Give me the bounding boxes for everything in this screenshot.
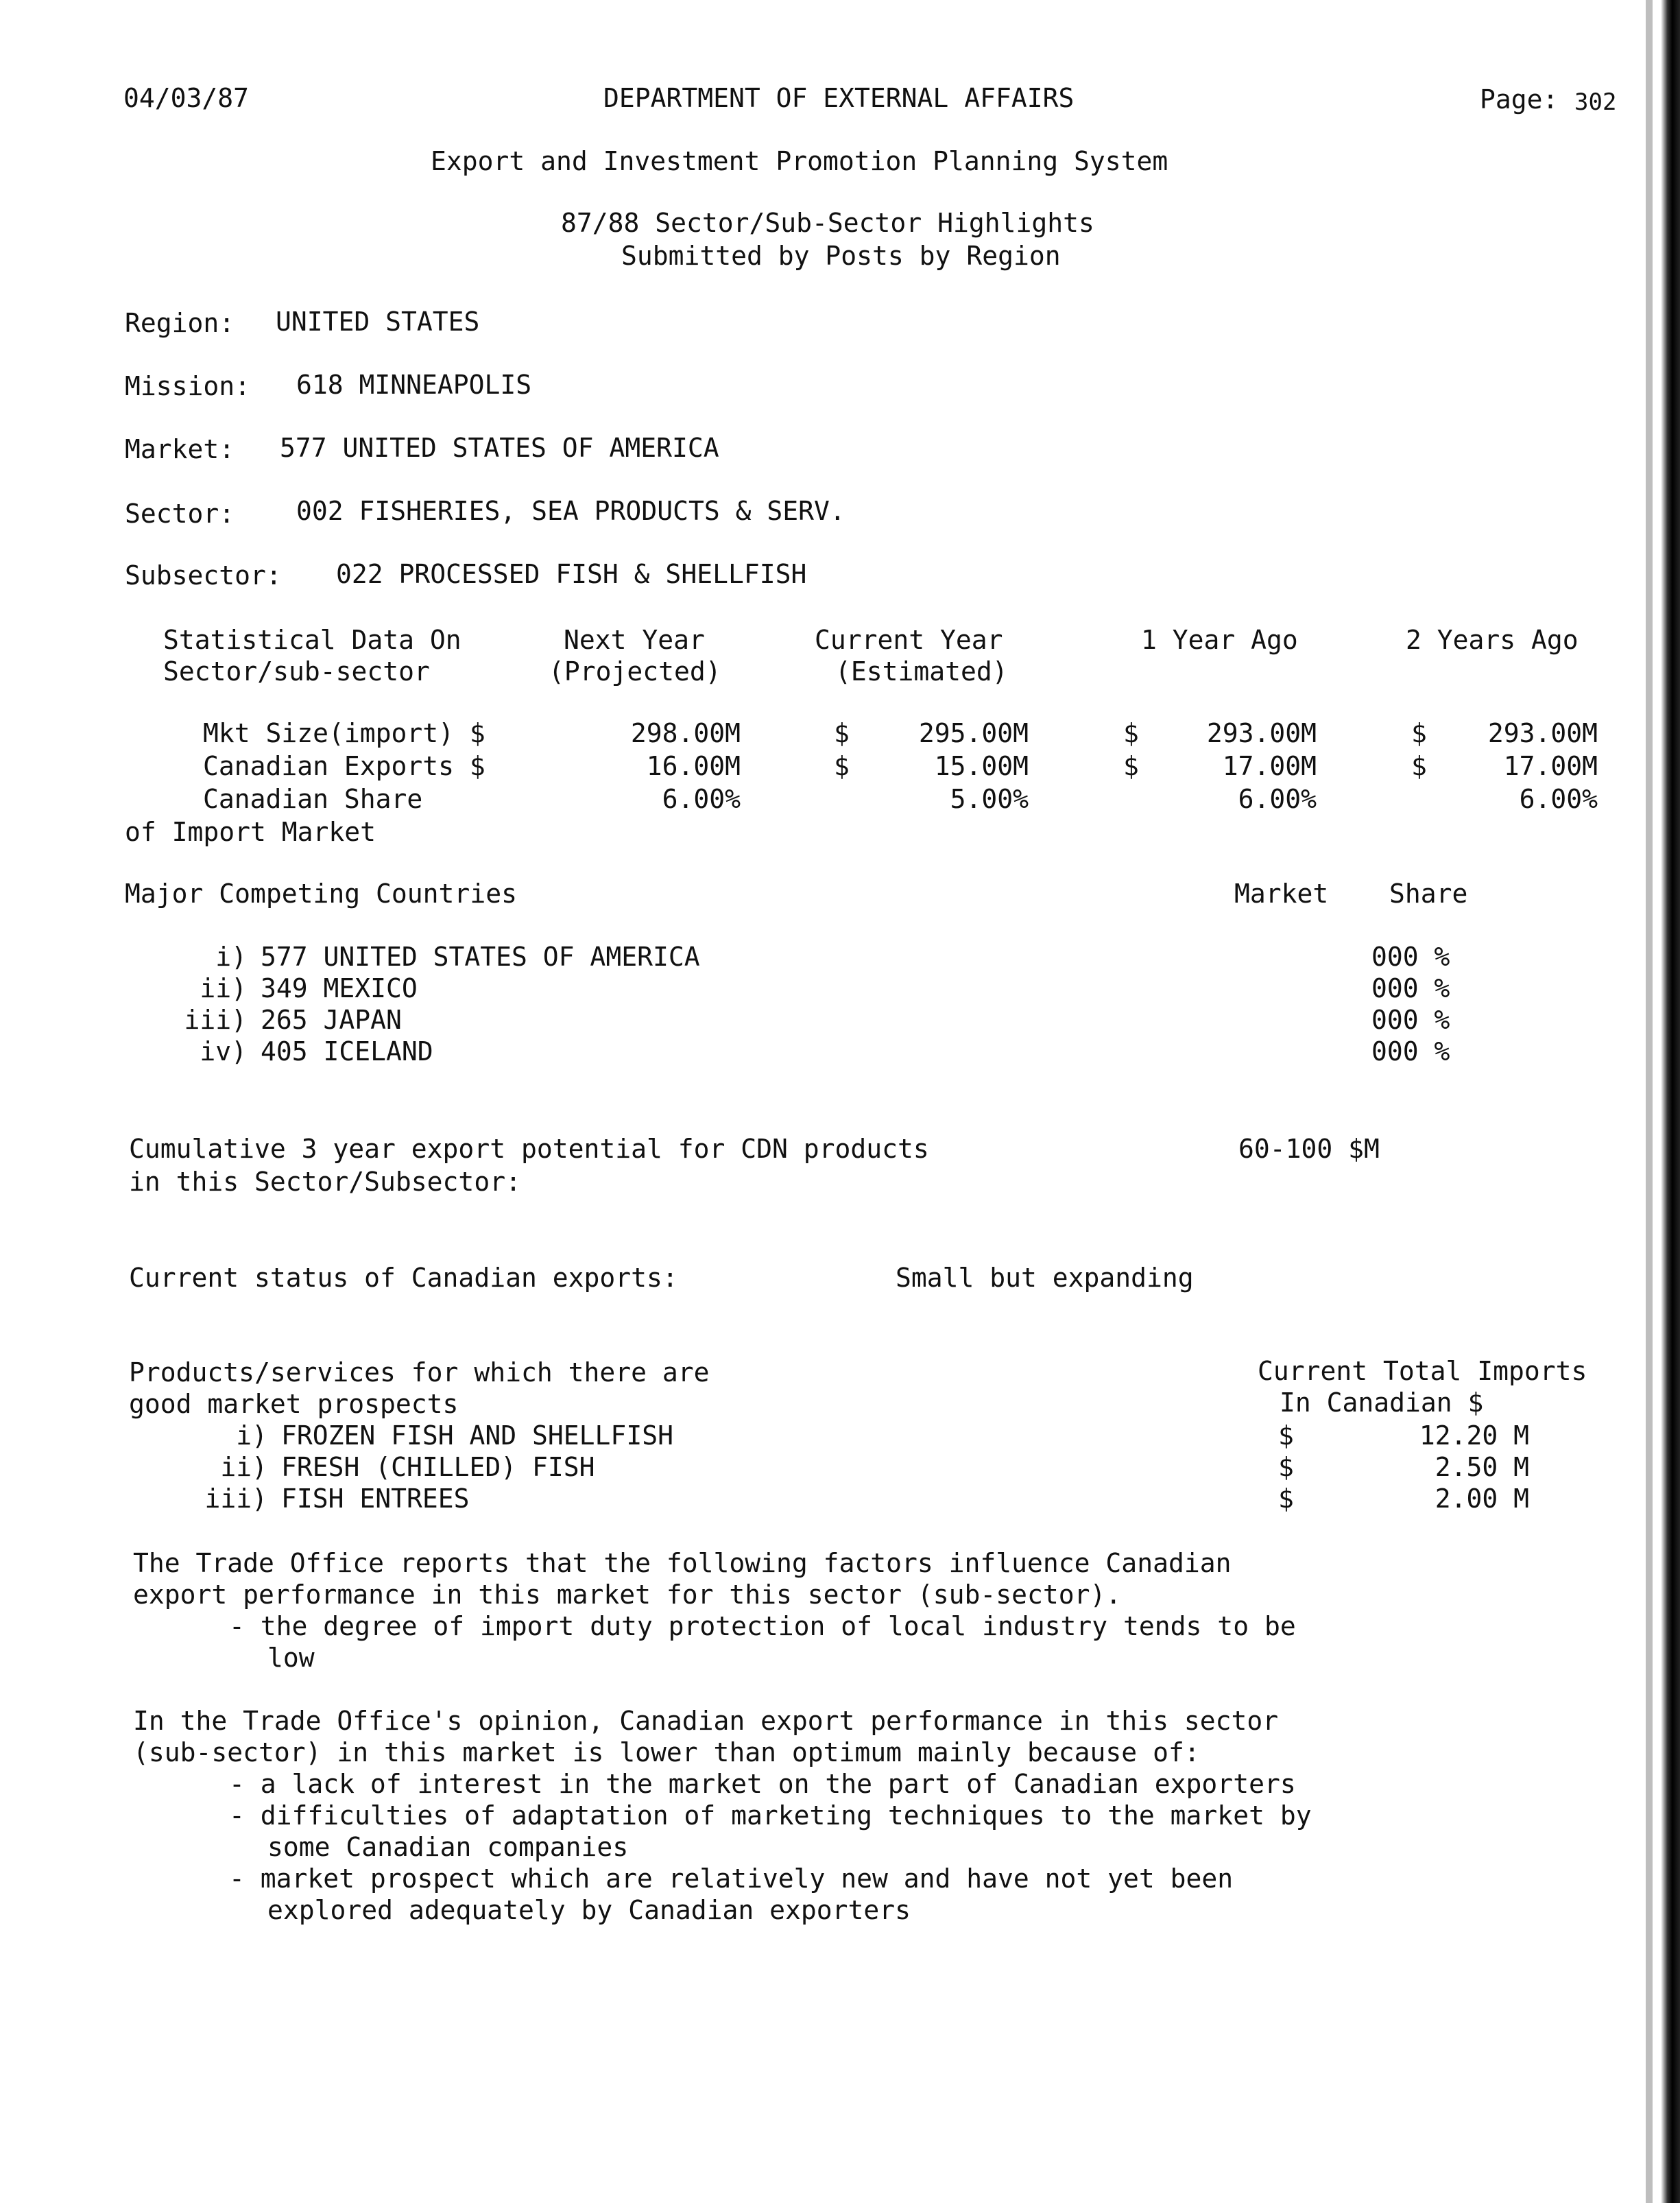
product-value: 2.50 M (1435, 1452, 1529, 1482)
row-exports-ago1: 17.00M (1222, 751, 1317, 781)
department-name: DEPARTMENT OF EXTERNAL AFFAIRS (603, 83, 1075, 113)
product-name: FISH ENTREES (281, 1484, 470, 1514)
row-mkt-size-ago2-currency: $ (1411, 718, 1427, 748)
row-share-current: 5.00% (950, 784, 1029, 814)
mission-label: Mission: (125, 371, 251, 401)
region-value: UNITED STATES (276, 307, 480, 337)
sector-label: Sector: (125, 499, 235, 529)
opinion-bullet-2: - difficulties of adaptation of marketing techniques to the market by (229, 1800, 1312, 1831)
competitor-num: i) (215, 942, 247, 972)
row-exports-ago2: 17.00M (1503, 751, 1598, 781)
competitor-share: 000 % (1371, 942, 1450, 972)
col-next-year: Next Year (564, 625, 705, 655)
col-current-year-sub: (Estimated) (835, 656, 1008, 687)
potential-line-2: in this Sector/Subsector: (129, 1167, 521, 1197)
opinion-bullet-3-cont: explored adequately by Canadian exporters (267, 1895, 911, 1925)
sector-value: 002 FISHERIES, SEA PRODUCTS & SERV. (296, 496, 845, 526)
system-title: Export and Investment Promotion Planning System (431, 146, 1168, 176)
market-label: Market: (125, 434, 235, 464)
scan-edge (1661, 0, 1680, 2203)
products-col-imports: Current Total Imports (1258, 1356, 1587, 1386)
row-mkt-size-current: 295.00M (918, 718, 1029, 748)
row-mkt-size-current-currency: $ (834, 718, 850, 748)
potential-value: 60-100 $M (1238, 1134, 1380, 1164)
region-label: Region: (125, 308, 235, 338)
factors-line-1: The Trade Office reports that the following factors influence Canadian (133, 1548, 1232, 1578)
status-label: Current status of Canadian exports: (129, 1263, 678, 1293)
row-mkt-size-ago1: 293.00M (1206, 718, 1317, 748)
competitor-num: iii) (184, 1005, 247, 1035)
row-share-ago2: 6.00% (1519, 784, 1598, 814)
row-share-continuation: of Import Market (125, 817, 376, 847)
competitors-market-label: Market (1234, 879, 1329, 909)
product-name: FROZEN FISH AND SHELLFISH (281, 1420, 673, 1451)
row-share-ago1: 6.00% (1238, 784, 1317, 814)
page-label: Page: (1480, 84, 1559, 115)
products-heading-2: good market prospects (129, 1389, 459, 1419)
row-mkt-size-ago2: 293.00M (1487, 718, 1598, 748)
opinion-bullet-1: - a lack of interest in the market on the part of Canadian exporters (229, 1769, 1296, 1799)
product-value: 12.20 M (1419, 1420, 1529, 1451)
row-exports-ago1-currency: $ (1123, 751, 1139, 781)
product-currency: $ (1278, 1484, 1294, 1514)
opinion-line-2: (sub-sector) in this market is lower than optimum mainly because of: (133, 1737, 1200, 1767)
row-exports-next: 16.00M (646, 751, 741, 781)
opinion-line-1: In the Trade Office's opinion, Canadian export performance in this sector (133, 1706, 1279, 1736)
competitor-name: 405 ICELAND (261, 1036, 433, 1067)
col-current-year: Current Year (815, 625, 1003, 655)
scan-edge-shadow (1646, 0, 1653, 2203)
row-exports-current: 15.00M (934, 751, 1029, 781)
stats-heading-2: Sector/sub-sector (163, 656, 430, 687)
competitor-share: 000 % (1371, 1005, 1450, 1035)
product-num: iii) (204, 1484, 267, 1514)
competitor-num: ii) (200, 973, 247, 1003)
product-name: FRESH (CHILLED) FISH (281, 1452, 595, 1482)
opinion-bullet-2-cont: some Canadian companies (267, 1832, 629, 1862)
competitor-share: 000 % (1371, 973, 1450, 1003)
mission-value: 618 MINNEAPOLIS (296, 370, 532, 400)
opinion-bullet-3: - market prospect which are relatively new and have not yet been (229, 1863, 1234, 1894)
products-col-currency: In Canadian $ (1280, 1388, 1484, 1418)
row-share-next: 6.00% (662, 784, 741, 814)
competitor-name: 577 UNITED STATES OF AMERICA (261, 942, 700, 972)
subtitle-submitted: Submitted by Posts by Region (621, 241, 1061, 271)
market-value: 577 UNITED STATES OF AMERICA (280, 433, 719, 463)
status-value: Small but expanding (896, 1263, 1194, 1293)
products-heading-1: Products/services for which there are (129, 1357, 710, 1388)
product-currency: $ (1278, 1452, 1294, 1482)
factors-line-2: export performance in this market for this sector (sub-sector). (133, 1580, 1122, 1610)
page-number: 302 (1574, 88, 1617, 116)
subtitle-highlights: 87/88 Sector/Sub-Sector Highlights (561, 208, 1094, 238)
row-exports-ago2-currency: $ (1411, 751, 1427, 781)
stats-heading-1: Statistical Data On (163, 625, 461, 655)
row-exports-label: Canadian Exports $ (203, 751, 485, 781)
factors-bullet-1: - the degree of import duty protection of local industry tends to be (229, 1611, 1296, 1641)
competitor-name: 349 MEXICO (261, 973, 418, 1003)
col-next-year-sub: (Projected) (549, 656, 721, 687)
col-1-year-ago: 1 Year Ago (1141, 625, 1298, 655)
factors-bullet-1-cont: low (267, 1643, 315, 1673)
subsector-value: 022 PROCESSED FISH & SHELLFISH (336, 559, 807, 589)
row-mkt-size-label: Mkt Size(import) $ (203, 718, 485, 748)
competitor-name: 265 JAPAN (261, 1005, 402, 1035)
row-exports-current-currency: $ (834, 751, 850, 781)
competitor-share: 000 % (1371, 1036, 1450, 1067)
product-num: i) (236, 1420, 267, 1451)
competitors-heading: Major Competing Countries (125, 879, 517, 909)
potential-line-1: Cumulative 3 year export potential for CDN products (129, 1134, 929, 1164)
product-currency: $ (1278, 1420, 1294, 1451)
col-2-years-ago: 2 Years Ago (1406, 625, 1579, 655)
report-date: 04/03/87 (123, 83, 250, 113)
row-mkt-size-ago1-currency: $ (1123, 718, 1139, 748)
subsector-label: Subsector: (125, 560, 282, 591)
competitors-share-label: Share (1389, 879, 1468, 909)
row-mkt-size-next: 298.00M (630, 718, 741, 748)
competitor-num: iv) (200, 1036, 247, 1067)
product-num: ii) (220, 1452, 267, 1482)
product-value: 2.00 M (1435, 1484, 1529, 1514)
row-share-label: Canadian Share (203, 784, 423, 814)
